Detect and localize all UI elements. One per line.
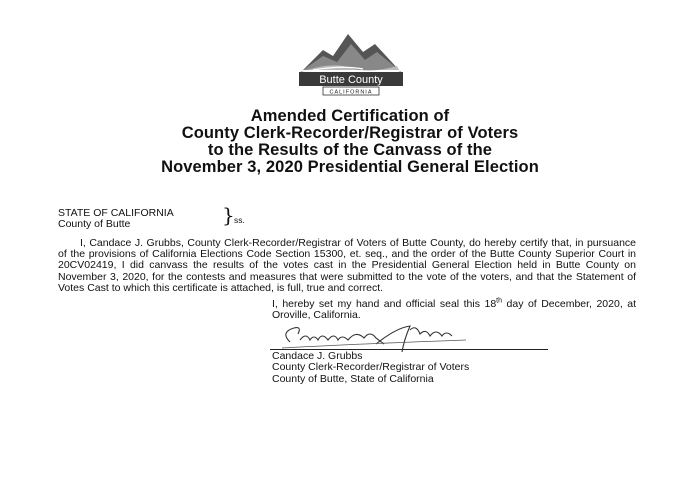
venue-state: STATE OF CALIFORNIA bbox=[58, 207, 174, 219]
venue-block bbox=[58, 208, 174, 230]
signer-county: County of Butte, State of California bbox=[272, 372, 434, 385]
logo-subtitle: CALIFORNIA bbox=[329, 89, 373, 96]
seal-statement-start: I, hereby set my hand and official seal this 18 bbox=[272, 298, 497, 310]
venue-ss: ss. bbox=[234, 215, 245, 225]
title-line-1: Amended Certification of bbox=[250, 107, 450, 125]
signer-title: County Clerk-Recorder/Registrar of Voters bbox=[272, 361, 470, 374]
seal-day-suffix: th bbox=[496, 297, 503, 305]
certification-paragraph: I, Candace J. Grubbs, County Clerk-Recorder/Registrar of Voters of Butte County, do hereby certify that, in pursuance of the provisions of California Elections Code Section 15300, et. seq., and the order of the Butte County Superior Court in 20CV02419, I did canvass the results of the votes cast in the Presidential General Election held in Butte County on November 3, 2020, for the contests and measures that were submitted to the vote of the voters, and that the Statement of Votes Cast to which this certificate is attached, is full, true and correct. bbox=[58, 237, 636, 294]
butte-county-logo bbox=[293, 22, 409, 98]
title-line-2: County Clerk-Recorder/Registrar of Voters bbox=[181, 124, 519, 142]
document-title bbox=[60, 108, 640, 176]
venue-county: County of Butte bbox=[58, 218, 131, 230]
signer-name: Candace J. Grubbs bbox=[272, 350, 363, 362]
seal-statement-end: day of December, 2020, at Oroville, California. bbox=[272, 298, 636, 322]
title-line-3: to the Results of the Canvass of the bbox=[207, 141, 493, 159]
title-line-4: November 3, 2020 Presidential General Election bbox=[161, 158, 539, 176]
butte-county-logo-graphic bbox=[293, 22, 409, 98]
signer-block bbox=[272, 351, 469, 385]
logo-name: Butte County bbox=[319, 74, 383, 86]
venue-brace: } bbox=[222, 203, 235, 227]
